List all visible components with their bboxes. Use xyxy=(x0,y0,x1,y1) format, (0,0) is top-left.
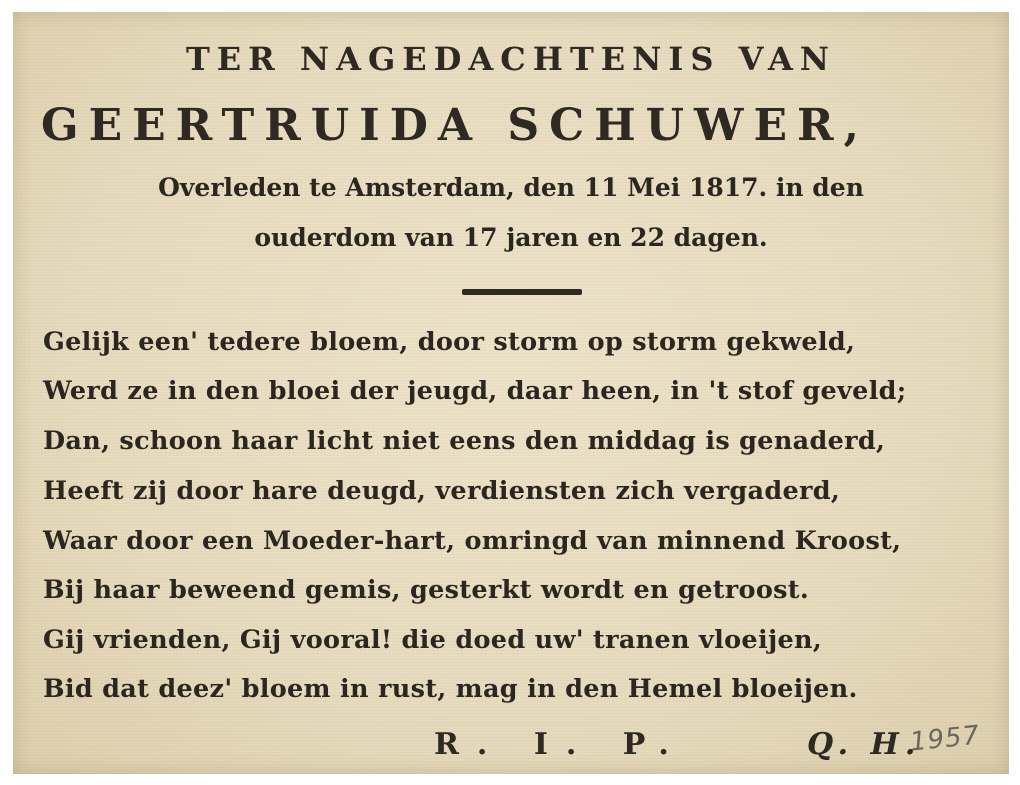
memorial-card xyxy=(13,12,1009,774)
death-notice-line-1: Overleden te Amsterdam, den 11 Mei 1817. in den xyxy=(158,173,864,202)
handwritten-number: 1957 xyxy=(908,720,982,758)
divider-rule xyxy=(462,289,582,295)
verse-line: Dan, schoon haar licht niet eens den middag is genaderd, xyxy=(43,426,886,456)
verse-line: Bid dat deez' bloem in rust, mag in den Hemel bloeijen. xyxy=(43,674,858,704)
rip-signature: R. I. P. xyxy=(434,727,687,762)
verse-line: Waar door een Moeder-hart, omringd van minnend Kroost, xyxy=(43,526,902,556)
card-heading: TER NAGEDACHTENIS VAN xyxy=(185,40,837,78)
deceased-name: GEERTRUIDA SCHUWER, xyxy=(41,100,869,151)
verse-line: Gij vrienden, Gij vooral! die doed uw' tranen vloeijen, xyxy=(43,625,823,655)
verse-line: Heeft zij door hare deugd, verdiensten zich vergaderd, xyxy=(43,476,841,506)
verse-line: Gelijk een' tedere bloem, door storm op storm gekweld, xyxy=(43,327,856,357)
author-initials: Q. H. xyxy=(807,727,922,762)
verse-line: Bij haar beweend gemis, gesterkt wordt en getroost. xyxy=(43,575,810,605)
verse-line: Werd ze in den bloei der jeugd, daar heen, in 't stof geveld; xyxy=(43,376,907,406)
death-notice-line-2: ouderdom van 17 jaren en 22 dagen. xyxy=(254,223,768,252)
